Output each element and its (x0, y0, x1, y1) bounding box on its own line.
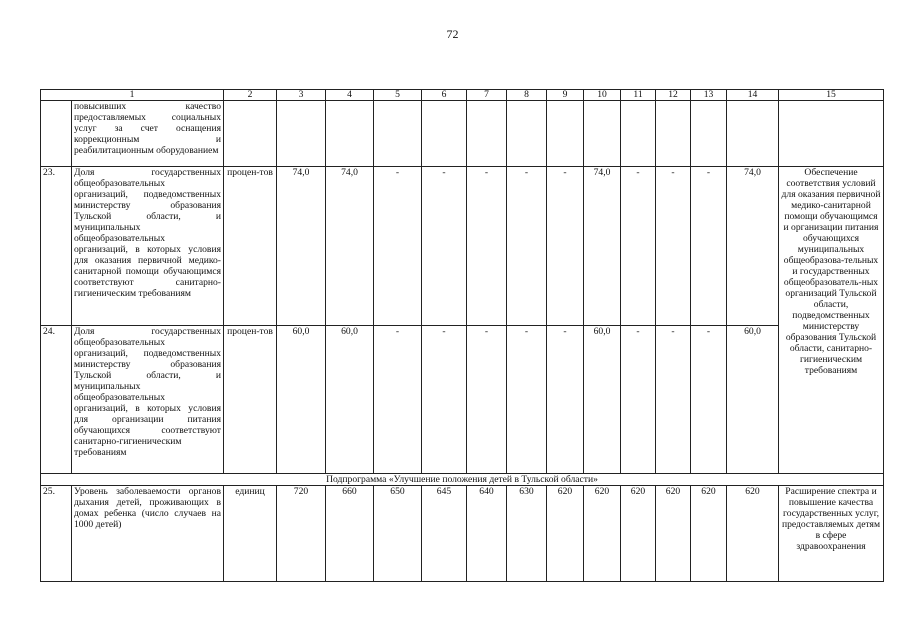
row-number: 25. (41, 486, 72, 582)
header-cell: 1 (41, 90, 224, 101)
indicator-description: Доля государственных общеобразовательных организаций, подведомственных министерству образования Тульской области, и муниципальных общеобразовательных организаций, в которых условия для оказания первичной медико-санитарной помощи обучающимся соответствуют санитарно-гигиеническим требованиям (72, 167, 224, 326)
value-cell: - (621, 326, 656, 474)
note-cell: Обеспечение соответствия условий для оказания первичной медико-санитарной помощи обучающимся и организации питания обучающихся муниципальных общеобразова-тельных и государственных общеобразователь-ных организаций Тульской области, подведомственных министерству образования Тульской области, санитарно-гигиеническим требованиям (779, 167, 884, 474)
value-cell: - (374, 326, 422, 474)
value-cell: 74,0 (727, 167, 779, 326)
value-cell: - (656, 326, 691, 474)
header-cell: 9 (547, 90, 584, 101)
value-cell: - (467, 167, 507, 326)
value-cell: - (656, 167, 691, 326)
header-cell: 3 (277, 90, 326, 101)
table-row-continued (41, 101, 884, 167)
note-cell: Расширение спектра и повышение качества государственных услуг, предоставляемых детям в сфере здравоохранения (779, 486, 884, 582)
value-cell: 60,0 (584, 326, 621, 474)
subprogram-title: Подпрограмма «Улучшение положения детей в Тульской области» (41, 474, 884, 486)
header-row (41, 90, 884, 101)
value-cell: 620 (656, 486, 691, 582)
value-cell: - (621, 167, 656, 326)
header-cell: 13 (691, 90, 727, 101)
value-cell: 74,0 (326, 167, 374, 326)
value-cell: - (547, 326, 584, 474)
page-number: 72 (446, 27, 459, 41)
table-row-24 (41, 326, 884, 474)
indicator-description: Уровень заболеваемости органов дыхания детей, проживающих в домах ребенка (число случаев на 1000 детей) (72, 486, 224, 582)
header-cell: 5 (374, 90, 422, 101)
table-row-25 (41, 486, 884, 582)
indicator-description: Доля государственных общеобразовательных организаций, подведомственных министерству образования Тульской области, и муниципальных общеобразовательных организаций, в которых условия для организации питания обучающихся соответствуют санитарно-гигиеническим требованиям (72, 326, 224, 474)
value-cell: 60,0 (326, 326, 374, 474)
unit-cell: процен-тов (224, 326, 277, 474)
value-cell: 650 (374, 486, 422, 582)
value-cell: - (547, 167, 584, 326)
value-cell: - (422, 326, 467, 474)
value-cell: - (691, 326, 727, 474)
header-cell: 7 (467, 90, 507, 101)
value-cell: 660 (326, 486, 374, 582)
value-cell: 645 (422, 486, 467, 582)
unit-cell: процен-тов (224, 167, 277, 326)
header-cell: 4 (326, 90, 374, 101)
value-cell: 74,0 (584, 167, 621, 326)
value-cell: - (507, 167, 547, 326)
value-cell: 620 (691, 486, 727, 582)
value-cell: 620 (547, 486, 584, 582)
value-cell: 60,0 (277, 326, 326, 474)
header-cell: 11 (621, 90, 656, 101)
table-row-23 (41, 167, 884, 326)
value-cell: 620 (727, 486, 779, 582)
value-cell: 620 (621, 486, 656, 582)
indicators-table (40, 89, 884, 582)
value-cell: 74,0 (277, 167, 326, 326)
header-cell: 8 (507, 90, 547, 101)
subprogram-row (41, 474, 884, 486)
header-cell: 6 (422, 90, 467, 101)
header-cell: 12 (656, 90, 691, 101)
header-cell: 15 (779, 90, 884, 101)
value-cell: - (691, 167, 727, 326)
unit-cell: единиц (224, 486, 277, 582)
value-cell: 630 (507, 486, 547, 582)
value-cell: - (507, 326, 547, 474)
value-cell: 640 (467, 486, 507, 582)
value-cell: - (422, 167, 467, 326)
value-cell: - (467, 326, 507, 474)
row-number (41, 101, 72, 167)
value-cell: - (374, 167, 422, 326)
row-number: 24. (41, 326, 72, 474)
row-number: 23. (41, 167, 72, 326)
value-cell: 620 (584, 486, 621, 582)
header-cell: 14 (727, 90, 779, 101)
indicator-description: повысивших качество предоставляемых социальных услуг за счет оснащения коррекционным и реабилитационным оборудованием (72, 101, 224, 167)
value-cell: 60,0 (727, 326, 779, 474)
value-cell: 720 (277, 486, 326, 582)
header-cell: 2 (224, 90, 277, 101)
header-cell: 10 (584, 90, 621, 101)
